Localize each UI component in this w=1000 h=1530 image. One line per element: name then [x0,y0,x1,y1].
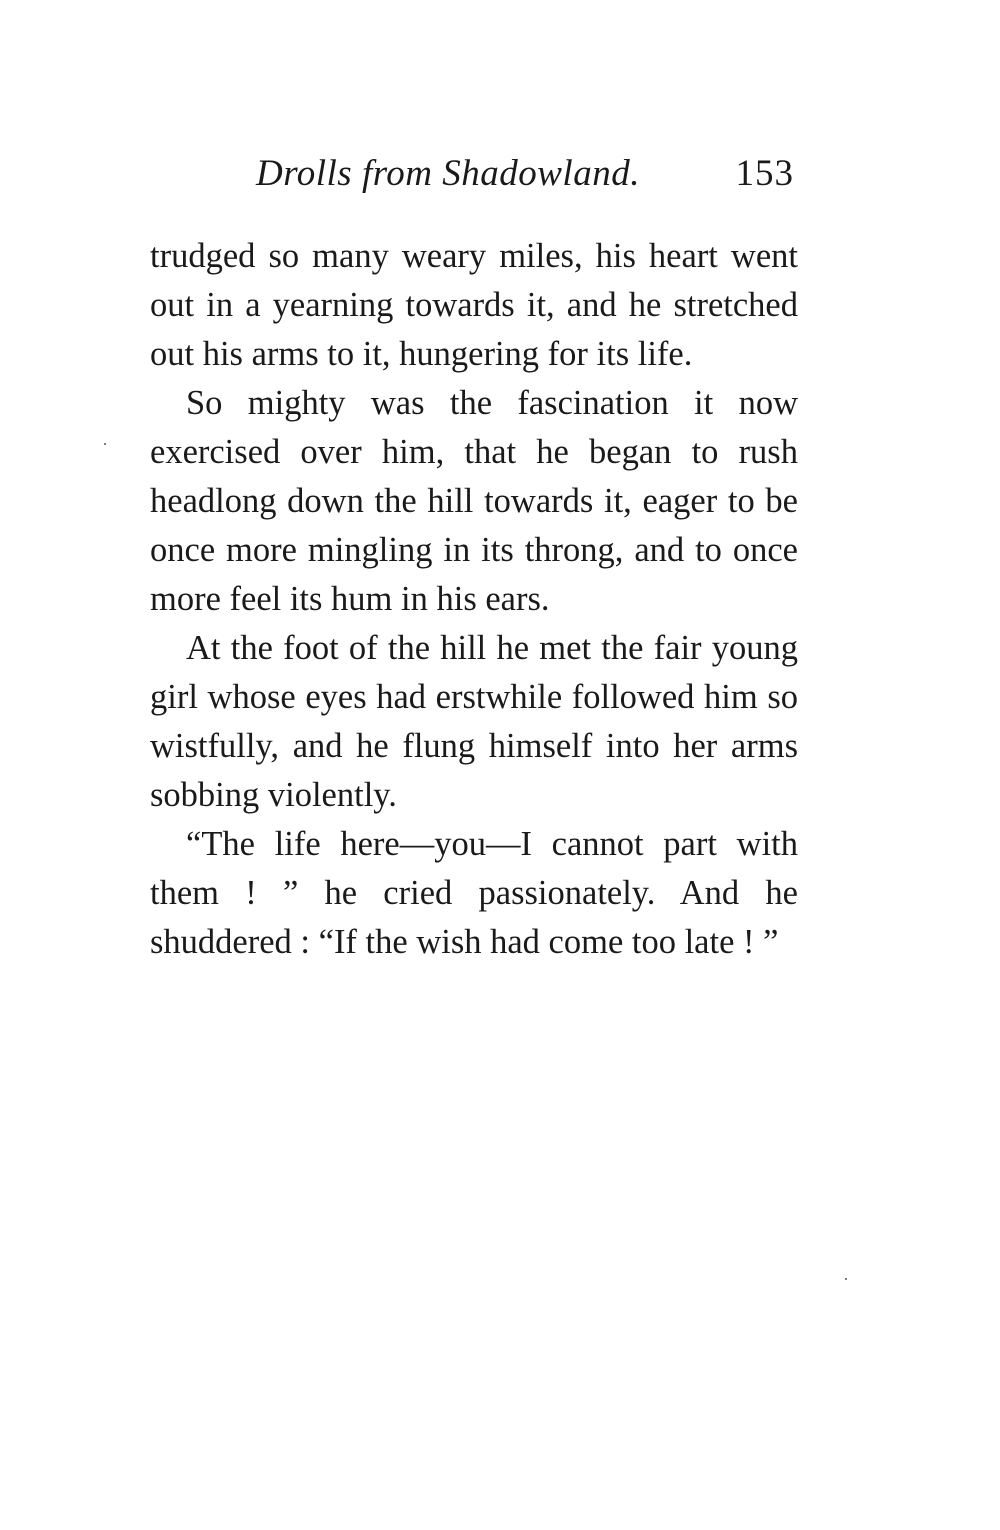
body-text [150,232,798,967]
running-head [150,146,800,202]
running-title: Drolls from Shadowland. [256,153,640,194]
page-number: 153 [735,153,794,194]
paragraph-1: trudged so many weary miles, his heart went out in a yearning towards it, and he stretched out his arms to it, hungering for its life. [150,237,798,373]
paper-speck [104,443,106,445]
paragraph-3: At the foot of the hill he met the fair young girl whose eyes had erstwhile followed him so wistfully, and he flung himself into her arms sobbing violently. [150,629,798,814]
paragraph-2: So mighty was the fascination it now exercised over him, that he began to rush headlong down the hill towards it, eager to be once more mingling in its throng, and to once more feel its hum in his ears. [150,384,798,618]
paper-speck [845,1278,847,1280]
paragraph-4: “The life here—you—I cannot part with them ! ” he cried passionately. And he shuddered : “If the wish had come too late ! ” [150,825,798,961]
